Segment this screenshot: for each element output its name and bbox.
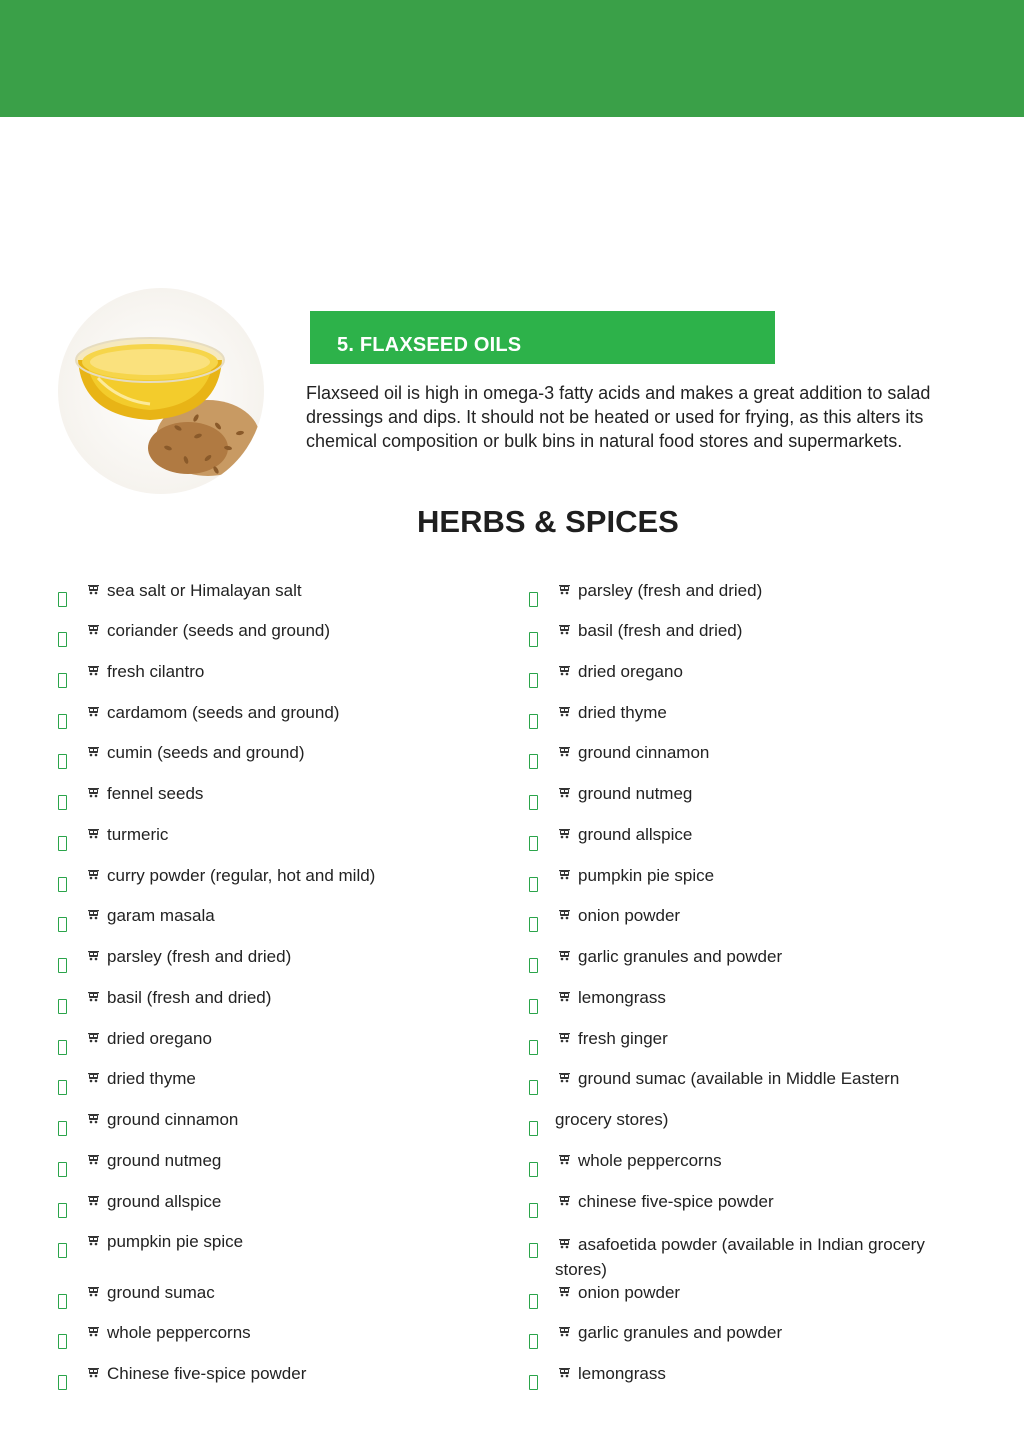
checkbox[interactable] [58,592,67,607]
item-label: ground sumac [107,1283,215,1302]
checkbox[interactable] [529,1294,538,1309]
checkbox[interactable] [58,1334,67,1349]
item-label: dried oregano [578,662,683,681]
shopping-cart-icon [88,624,99,635]
item-label: ground allspice [578,825,693,844]
shopping-cart-icon [559,624,570,635]
list-item [527,1318,967,1358]
shopping-cart-icon [559,909,570,920]
checkbox[interactable] [529,1203,538,1218]
list-item [56,942,496,982]
list-item [527,983,967,1023]
checkbox[interactable] [529,714,538,729]
item-label: ground cinnamon [107,1110,239,1129]
checkbox[interactable] [58,673,67,688]
item-label: pumpkin pie spice [107,1232,244,1251]
shopping-cart-icon [559,950,570,961]
top-banner [0,0,1024,117]
list-item [56,1318,496,1358]
checkbox[interactable] [529,673,538,688]
checkbox[interactable] [529,1375,538,1390]
list-item [527,576,967,616]
checkbox[interactable] [58,1162,67,1177]
checkbox[interactable] [58,1294,67,1309]
shopping-cart-icon [559,787,570,798]
shopping-cart-icon [88,950,99,961]
item-label: fresh ginger [578,1029,668,1048]
item-label: ground cinnamon [578,743,710,762]
shopping-cart-icon [88,1154,99,1165]
shopping-cart-icon [88,1195,99,1206]
item-label: lemongrass [578,988,666,1007]
shopping-cart-icon [88,1235,99,1246]
item-label: garlic granules and powder [578,947,783,966]
item-label: sea salt or Himalayan salt [107,581,302,600]
checkbox[interactable] [529,795,538,810]
list-item [527,1227,967,1279]
shopping-cart-icon [559,665,570,676]
list-item [527,738,967,778]
item-label: fennel seeds [107,784,204,803]
list-item [527,657,967,697]
shopping-cart-icon [559,1154,570,1165]
list-item [527,1359,967,1399]
shopping-cart-icon [88,1113,99,1124]
intro-paragraph: Flaxseed oil is high in omega-3 fatty acids and makes a great addition to salad dressings and dips. It should not be heated or used for frying, as this alters its chemical composition or bulk bins in natural food stores and supermarkets. [306,383,931,451]
item-label: dried thyme [578,703,667,722]
checkbox[interactable] [529,958,538,973]
item-label: onion powder [578,906,681,925]
item-label: ground sumac (available in Middle Eastern [578,1069,900,1088]
list-item [527,1278,967,1318]
shopping-cart-icon [559,1032,570,1043]
item-label: parsley (fresh and dried) [107,947,292,966]
list-item [527,901,967,941]
list-item [56,779,496,819]
shopping-cart-icon [88,991,99,1002]
checkbox[interactable] [58,1121,67,1136]
checkbox[interactable] [58,1040,67,1055]
checkbox[interactable] [529,877,538,892]
item-label: basil (fresh and dried) [107,988,272,1007]
item-label: ground allspice [107,1192,222,1211]
item-label: fresh cilantro [107,662,205,681]
checkbox[interactable] [529,999,538,1014]
item-label: chinese five-spice powder [578,1192,774,1211]
item-label: dried thyme [107,1069,196,1088]
checkbox[interactable] [529,1040,538,1055]
list-item [56,861,496,901]
shopping-cart-icon [559,1326,570,1337]
list-item [56,738,496,778]
list-item [56,1359,496,1399]
herbs-spices-title: HERBS & SPICES [417,504,679,539]
list-item [56,1146,496,1186]
checkbox[interactable] [529,1080,538,1095]
shopping-cart-icon [559,706,570,717]
checkbox[interactable] [529,592,538,607]
list-item [56,1064,496,1104]
checkbox[interactable] [58,1203,67,1218]
checkbox[interactable] [529,836,538,851]
item-label: garam masala [107,906,215,925]
flaxseed-oil-image [58,288,264,494]
checkbox[interactable] [58,1080,67,1095]
item-label: pumpkin pie spice [578,866,715,885]
list-item [56,1278,496,1318]
list-item [56,698,496,738]
list-item [56,1024,496,1064]
checkbox[interactable] [58,754,67,769]
shopping-cart-icon [559,1238,570,1249]
list-item [56,616,496,656]
shopping-cart-icon [559,1195,570,1206]
list-item [56,1227,496,1267]
list-item [56,820,496,860]
checkbox[interactable] [58,1375,67,1390]
item-label: garlic granules and powder [578,1323,783,1342]
list-item [56,1187,496,1227]
item-label: ground nutmeg [107,1151,222,1170]
shopping-cart-icon [559,1286,570,1297]
checkbox[interactable] [58,917,67,932]
shopping-cart-icon [559,746,570,757]
item-label: whole peppercorns [578,1151,722,1170]
checkbox[interactable] [529,1243,538,1258]
shopping-cart-icon [559,584,570,595]
list-item [56,576,496,616]
list-item [56,657,496,697]
shopping-cart-icon [88,787,99,798]
item-label: Chinese five-spice powder [107,1364,307,1383]
checkbox[interactable] [58,795,67,810]
item-label: parsley (fresh and dried) [578,581,763,600]
shopping-cart-icon [559,991,570,1002]
item-label: dried oregano [107,1029,212,1048]
checkbox[interactable] [58,999,67,1014]
shopping-cart-icon [88,746,99,757]
item-label: grocery stores) [555,1110,669,1129]
list-item [527,1146,967,1186]
shopping-cart-icon [88,1367,99,1378]
shopping-cart-icon [88,665,99,676]
item-label: turmeric [107,825,169,844]
item-label: asafoetida powder (available in Indian grocery stores) [555,1235,925,1279]
checkbox[interactable] [58,1243,67,1258]
item-label: curry powder (regular, hot and mild) [107,866,376,885]
list-item [527,779,967,819]
shopping-cart-icon [559,828,570,839]
list-item [56,901,496,941]
checkbox[interactable] [58,714,67,729]
item-label: whole peppercorns [107,1323,251,1342]
list-item [527,1105,967,1145]
item-label: lemongrass [578,1364,666,1383]
shopping-cart-icon [559,1367,570,1378]
checkbox[interactable] [529,754,538,769]
section-heading: 5. FLAXSEED OILS [310,311,775,364]
item-label: coriander (seeds and ground) [107,621,331,640]
checkbox[interactable] [58,632,67,647]
shopping-cart-icon [559,1072,570,1083]
list-item [56,983,496,1023]
shopping-cart-icon [88,869,99,880]
list-item [527,942,967,982]
list-item [527,616,967,656]
shopping-cart-icon [88,828,99,839]
shopping-cart-icon [559,869,570,880]
list-item [527,1064,967,1104]
checkbox[interactable] [529,1162,538,1177]
item-label: ground nutmeg [578,784,693,803]
list-item [527,1187,967,1227]
checkbox[interactable] [529,632,538,647]
shopping-cart-icon [88,1072,99,1083]
list-item [527,820,967,860]
list-item [527,861,967,901]
list-item [56,1105,496,1145]
shopping-cart-icon [88,909,99,920]
item-label: cardamom (seeds and ground) [107,703,340,722]
list-item [527,1024,967,1064]
shopping-cart-icon [88,706,99,717]
shopping-cart-icon [88,1286,99,1297]
list-item [527,698,967,738]
checkbox[interactable] [58,836,67,851]
checkbox[interactable] [58,877,67,892]
checkbox[interactable] [529,1121,538,1136]
checkbox[interactable] [529,917,538,932]
item-label: cumin (seeds and ground) [107,743,305,762]
item-label: basil (fresh and dried) [578,621,743,640]
shopping-cart-icon [88,1326,99,1337]
checkbox[interactable] [58,958,67,973]
item-label: onion powder [578,1283,681,1302]
shopping-cart-icon [88,584,99,595]
shopping-cart-icon [88,1032,99,1043]
checkbox[interactable] [529,1334,538,1349]
